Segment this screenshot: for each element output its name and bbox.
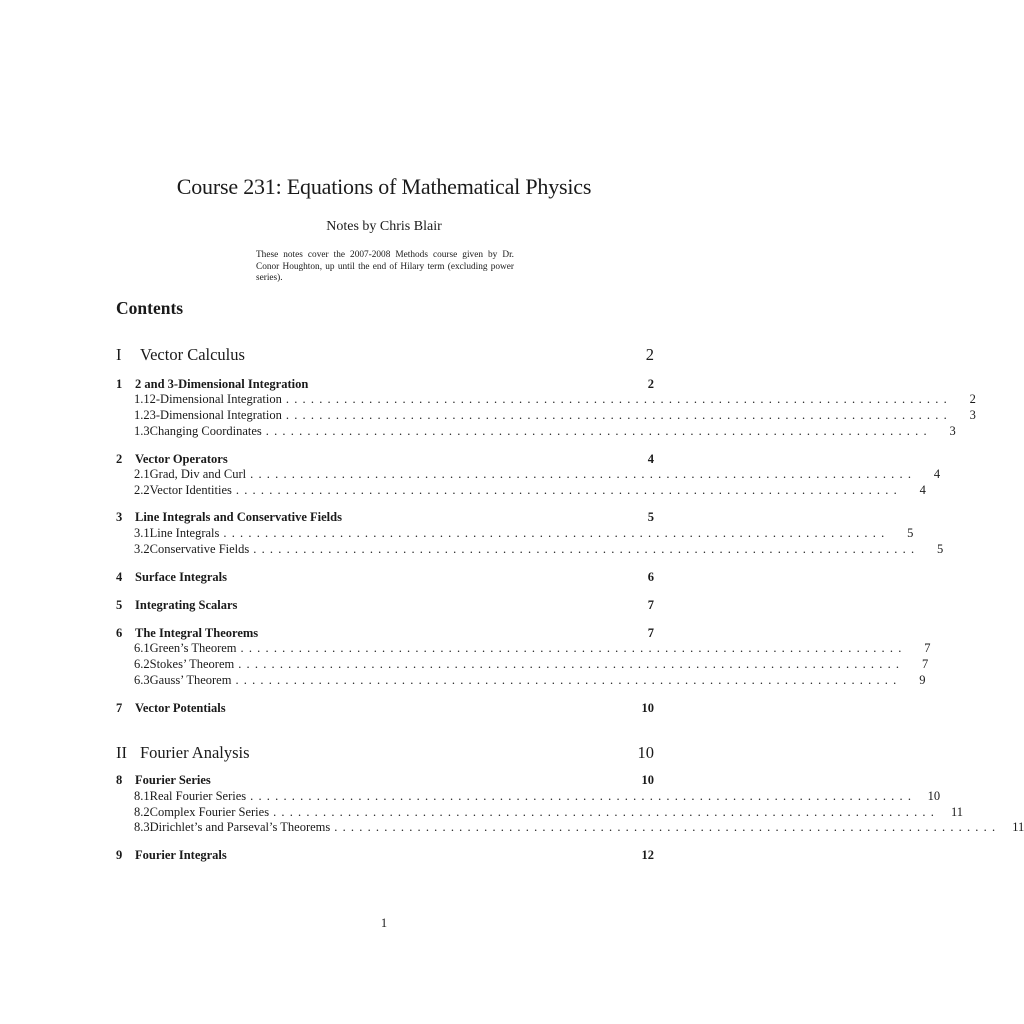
toc-number: 6.3 [134,673,150,687]
toc-section [116,377,654,393]
toc-leader-dots: ................................................................................ [253,542,920,556]
document-title: Course 231: Equations of Mathematical Physics [176,174,592,199]
toc-section [116,510,654,526]
toc-section [116,773,654,789]
toc-page-number: 7 [647,598,654,612]
toc-page-number: 4 [647,452,654,466]
toc-number: 5 [116,598,123,612]
toc-leader-dots: ................................................................................ [265,424,932,438]
toc-leader-dots: ................................................................................ [285,408,952,422]
toc-number: 6.1 [134,641,150,655]
toc-label: Stokes’ Theorem [149,657,235,671]
toc-number: 6.2 [134,657,150,671]
toc-number: 1.1 [134,392,150,406]
toc-leader-dots: ................................................................................ [250,467,917,481]
toc-part [116,743,654,765]
toc-subsection [116,408,976,424]
toc-label: Vector Identities [149,483,232,497]
toc-number: I [116,345,122,364]
toc-page-number: 7 [647,626,654,640]
toc-subsection [116,467,941,483]
toc-number: 2.2 [134,483,150,497]
toc-page-number: 3 [969,408,976,422]
toc-label: Vector Calculus [140,345,245,364]
page-number: 1 [380,916,388,930]
toc-label: Surface Integrals [135,570,227,584]
toc-label: Vector Operators [135,452,228,466]
toc-leader-dots: ................................................................................ [235,673,902,687]
toc-page-number: 7 [924,641,931,655]
toc-subsection [116,805,964,821]
toc-leader-dots: ................................................................................ [238,657,905,671]
toc-leader-dots: ................................................................................ [285,392,952,406]
toc-label: Dirichlet’s and Parseval’s Theorems [149,820,331,834]
toc-section [116,848,654,864]
toc-number: 8.3 [134,820,150,834]
toc-label: Grad, Div and Curl [149,467,247,481]
toc-label: Line Integrals and Conservative Fields [135,510,342,524]
toc-number: 3.2 [134,542,150,556]
toc-number: 8.1 [134,789,150,803]
toc-label: Real Fourier Series [149,789,247,803]
toc-page-number: 7 [921,657,929,671]
toc-page-number: 3 [949,424,956,438]
toc-label: 2-Dimensional Integration [149,392,282,406]
toc-label: Integrating Scalars [135,598,238,612]
toc-label: 3-Dimensional Integration [149,408,282,422]
toc-number: 8.2 [134,805,150,819]
toc-number: 3 [116,510,123,524]
toc-page-number: 2 [645,345,654,364]
toc-subsection [116,424,956,440]
toc-number: 1.2 [134,408,150,422]
document-author: Notes by Chris Blair [326,219,442,234]
toc-label: 2 and 3-Dimensional Integration [135,377,309,391]
toc-number: 1.3 [134,424,150,438]
toc-number: 4 [116,570,123,584]
toc-page-number: 5 [937,542,944,556]
toc-subsection [116,657,929,673]
toc-leader-dots: ................................................................................ [235,483,902,497]
toc-leader-dots: ................................................................................ [273,805,940,819]
toc-leader-dots: ................................................................................ [223,526,890,540]
toc-page-number: 4 [919,483,926,497]
toc-number: 2 [116,452,123,466]
toc-page-number: 2 [647,377,654,391]
toc-page-number: 5 [647,510,654,524]
toc-part [116,345,654,367]
toc-label: Vector Potentials [135,701,226,715]
toc-page-number: 5 [907,526,914,540]
toc-subsection [116,789,941,805]
toc-label: Conservative Fields [149,542,250,556]
document-abstract: These notes cover the 2007-2008 Methods course given by Dr. Conor Houghton, up until the end of Hilary term (excluding power series). [256,250,514,284]
toc-number: 2.1 [134,467,150,481]
toc-section [116,452,654,468]
toc-label: Fourier Series [135,773,211,787]
toc-leader-dots: ................................................................................ [250,789,917,803]
toc-subsection [116,542,944,558]
toc-leader-dots: ................................................................................ [334,820,1001,834]
toc-page-number: 9 [919,673,926,687]
toc-subsection [116,641,931,657]
toc-page-number: 10 [637,743,654,762]
toc-section [116,626,654,642]
toc-label: Gauss’ Theorem [149,673,232,687]
toc-label: Fourier Integrals [135,848,227,862]
toc-number: 8 [116,773,123,787]
toc-page-number: 10 [927,789,941,803]
toc-page-number: 11 [1012,820,1024,834]
toc-section [116,598,654,614]
toc-label: The Integral Theorems [135,626,259,640]
toc-number: 6 [116,626,123,640]
toc-label: Fourier Analysis [140,743,250,762]
toc-label: Green’s Theorem [149,641,237,655]
toc-page-number: 4 [933,467,941,481]
toc-number: 1 [116,377,123,391]
toc-number: 9 [116,848,123,862]
toc-label: Changing Coordinates [149,424,262,438]
toc-number: 7 [116,701,123,715]
toc-subsection [116,392,976,408]
toc-page-number: 10 [641,701,654,715]
toc-number: 3.1 [134,526,150,540]
toc-page-number: 11 [951,805,964,819]
toc-subsection [116,820,1024,836]
toc-subsection [116,483,926,499]
toc-leader-dots: ................................................................................ [240,641,907,655]
contents-heading: Contents [116,298,184,318]
toc-label: Complex Fourier Series [149,805,270,819]
toc-subsection [116,526,914,542]
toc-label: Line Integrals [149,526,220,540]
toc-page-number: 6 [647,570,654,584]
toc-subsection [116,673,926,689]
toc-page-number: 10 [641,773,654,787]
toc-section [116,570,654,586]
toc-number: II [116,743,127,762]
toc-page-number: 12 [641,848,654,862]
toc-section [116,701,654,717]
toc-page-number: 2 [969,392,976,406]
